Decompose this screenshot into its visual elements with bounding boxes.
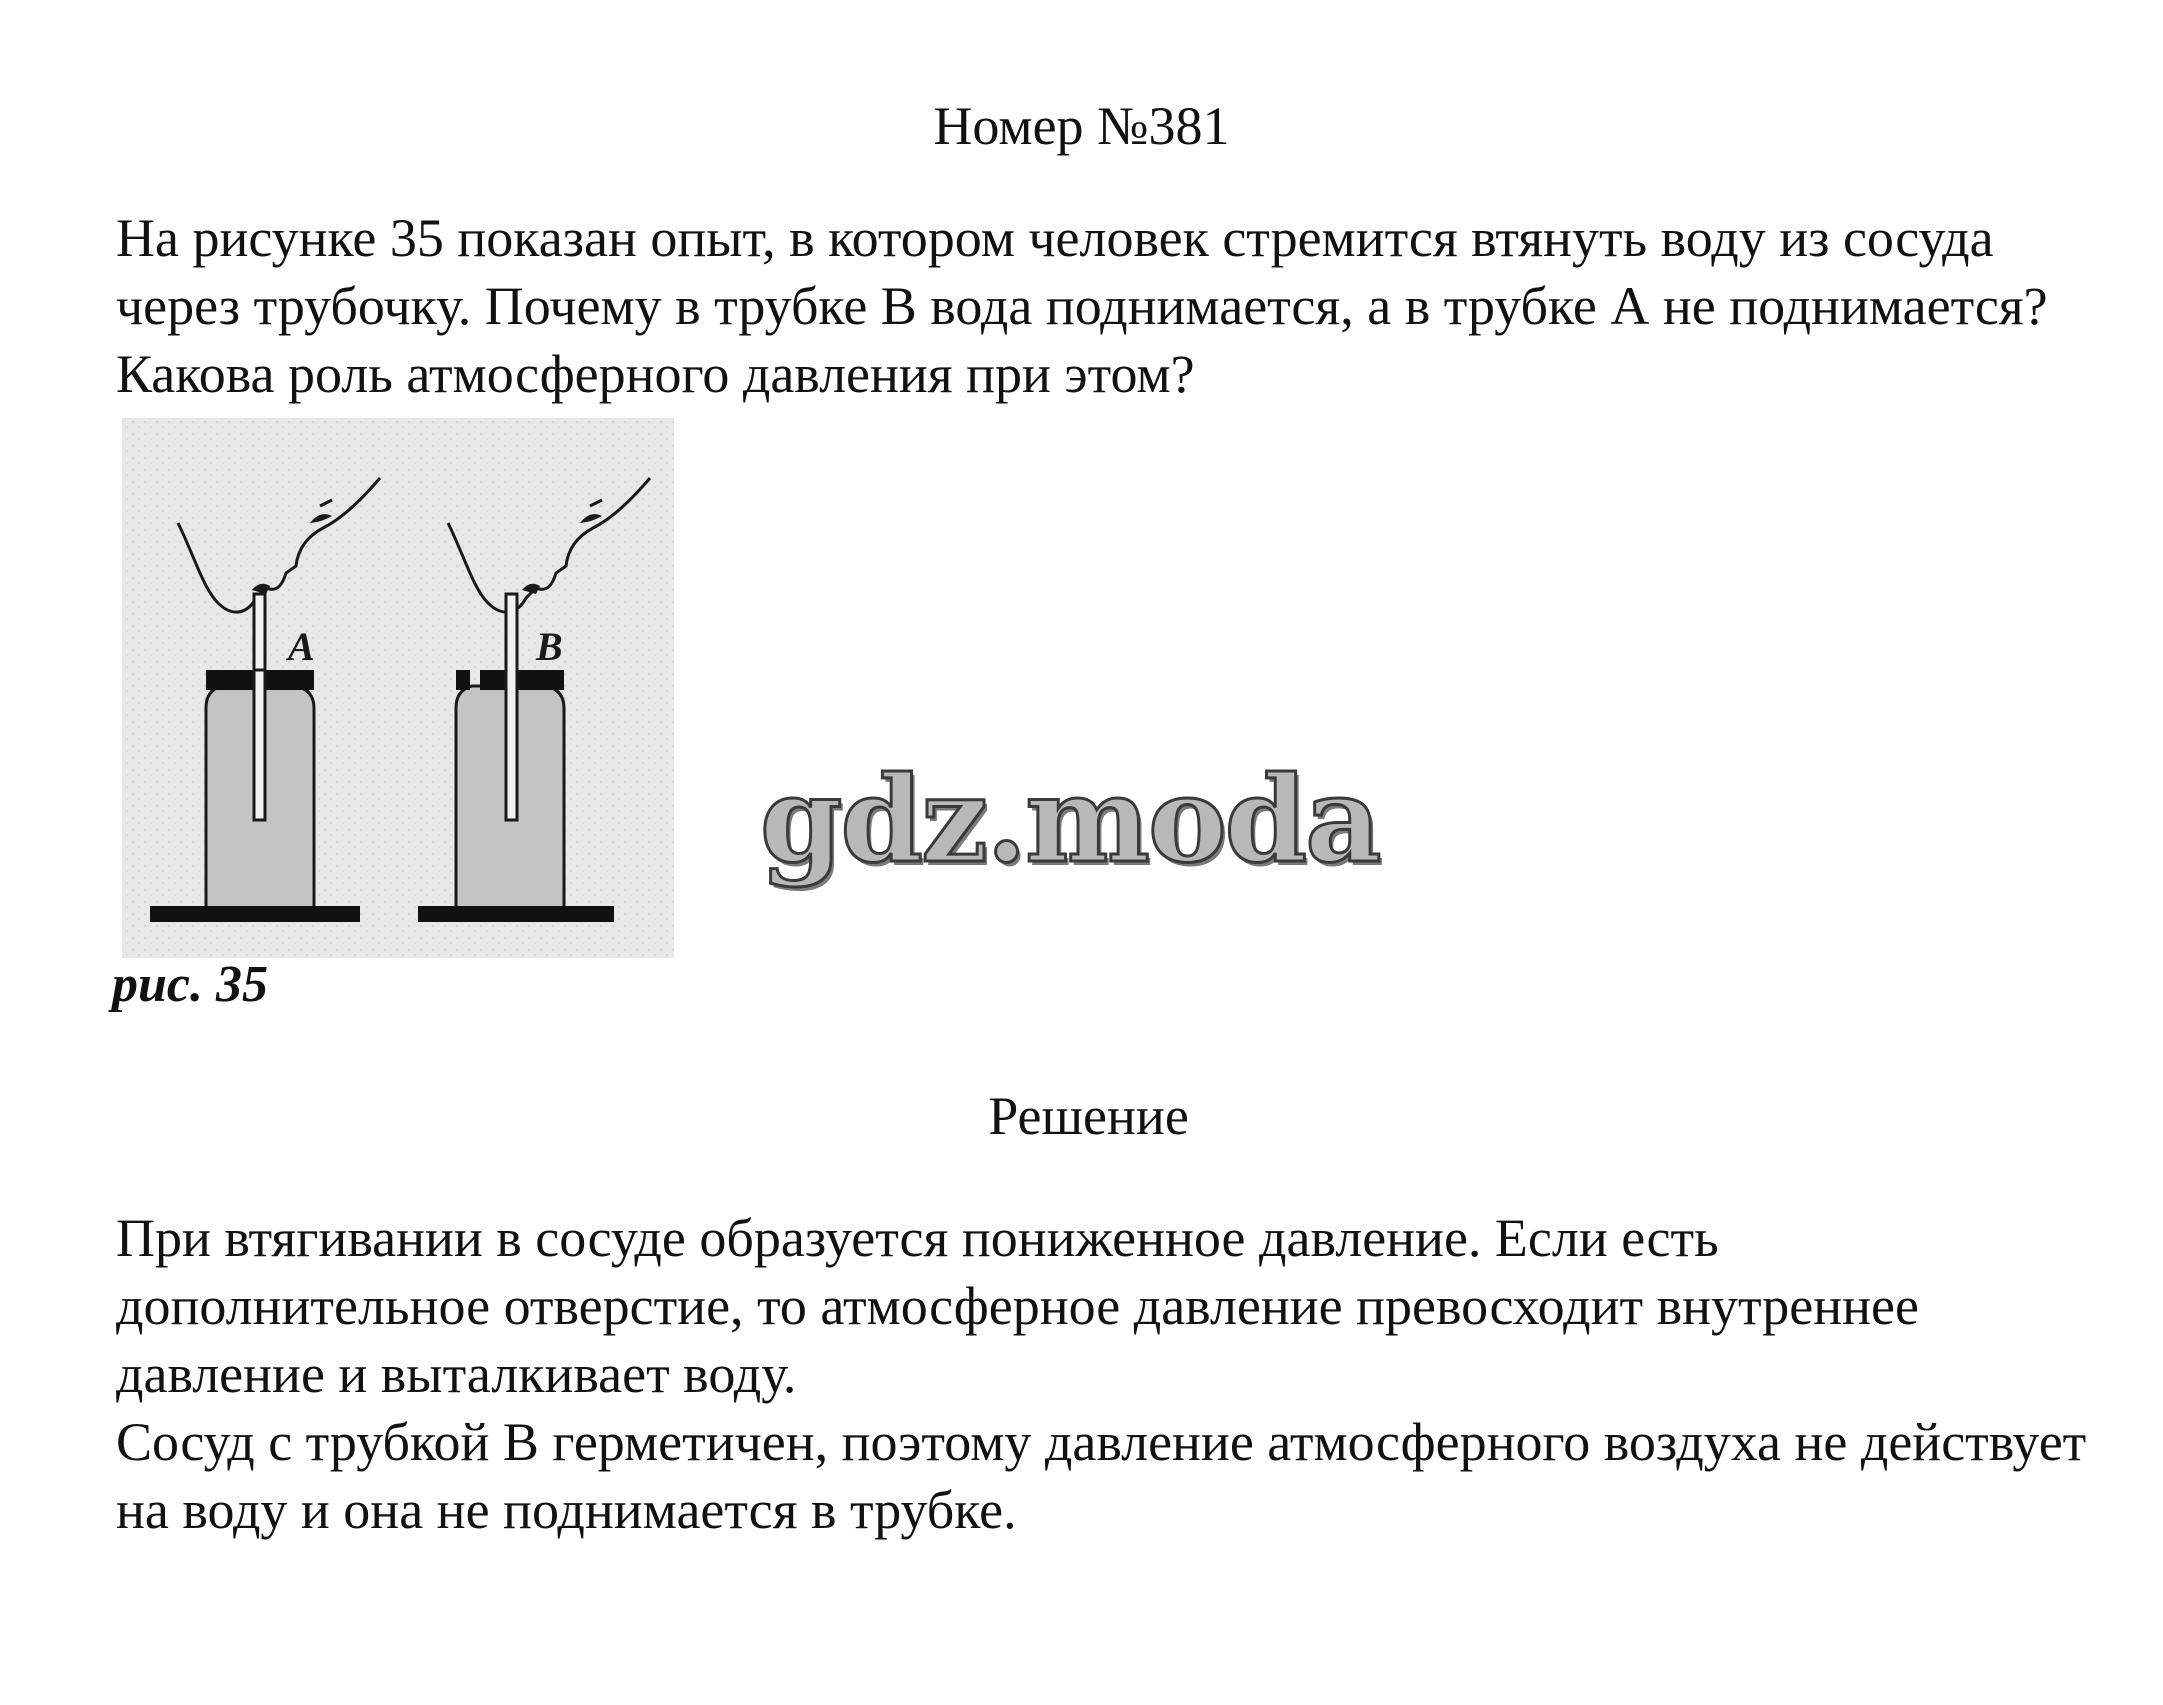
- solution-body: [116, 1204, 2106, 1544]
- problem-text: На рисунке 35 показан опыт, в котором человек стремится втянуть воду из сосуда через трубочку. Почему в трубке В вода поднимается, а в трубке А не поднимается? Какова роль атмосферного давления при этом?: [116, 208, 2048, 404]
- lid-b-right: [480, 670, 564, 690]
- tube-b: [506, 594, 517, 820]
- base-a: [150, 906, 360, 922]
- figure-caption: рис. 35: [112, 956, 268, 1013]
- solution-paragraph-2: Сосуд с трубкой В герметичен, поэтому давление атмосферного воздуха не действует на воду и она не поднимается в трубке.: [116, 1412, 2087, 1540]
- label-b: B: [536, 624, 563, 669]
- watermark-logo: gdz.moda: [760, 750, 1380, 889]
- solution-paragraph-1: При втягивании в сосуде образуется пониженное давление. Если есть дополнительное отверстие, то атмосферное давление превосходит внутреннее давление и выталкивает воду.: [116, 1208, 1919, 1404]
- figure-35: [118, 418, 678, 958]
- solution-heading: Решение: [988, 1086, 1189, 1146]
- lid-b-left: [456, 670, 470, 690]
- problem-number-title: Номер №381: [933, 96, 1230, 156]
- label-a: A: [288, 624, 315, 669]
- base-b: [418, 906, 614, 922]
